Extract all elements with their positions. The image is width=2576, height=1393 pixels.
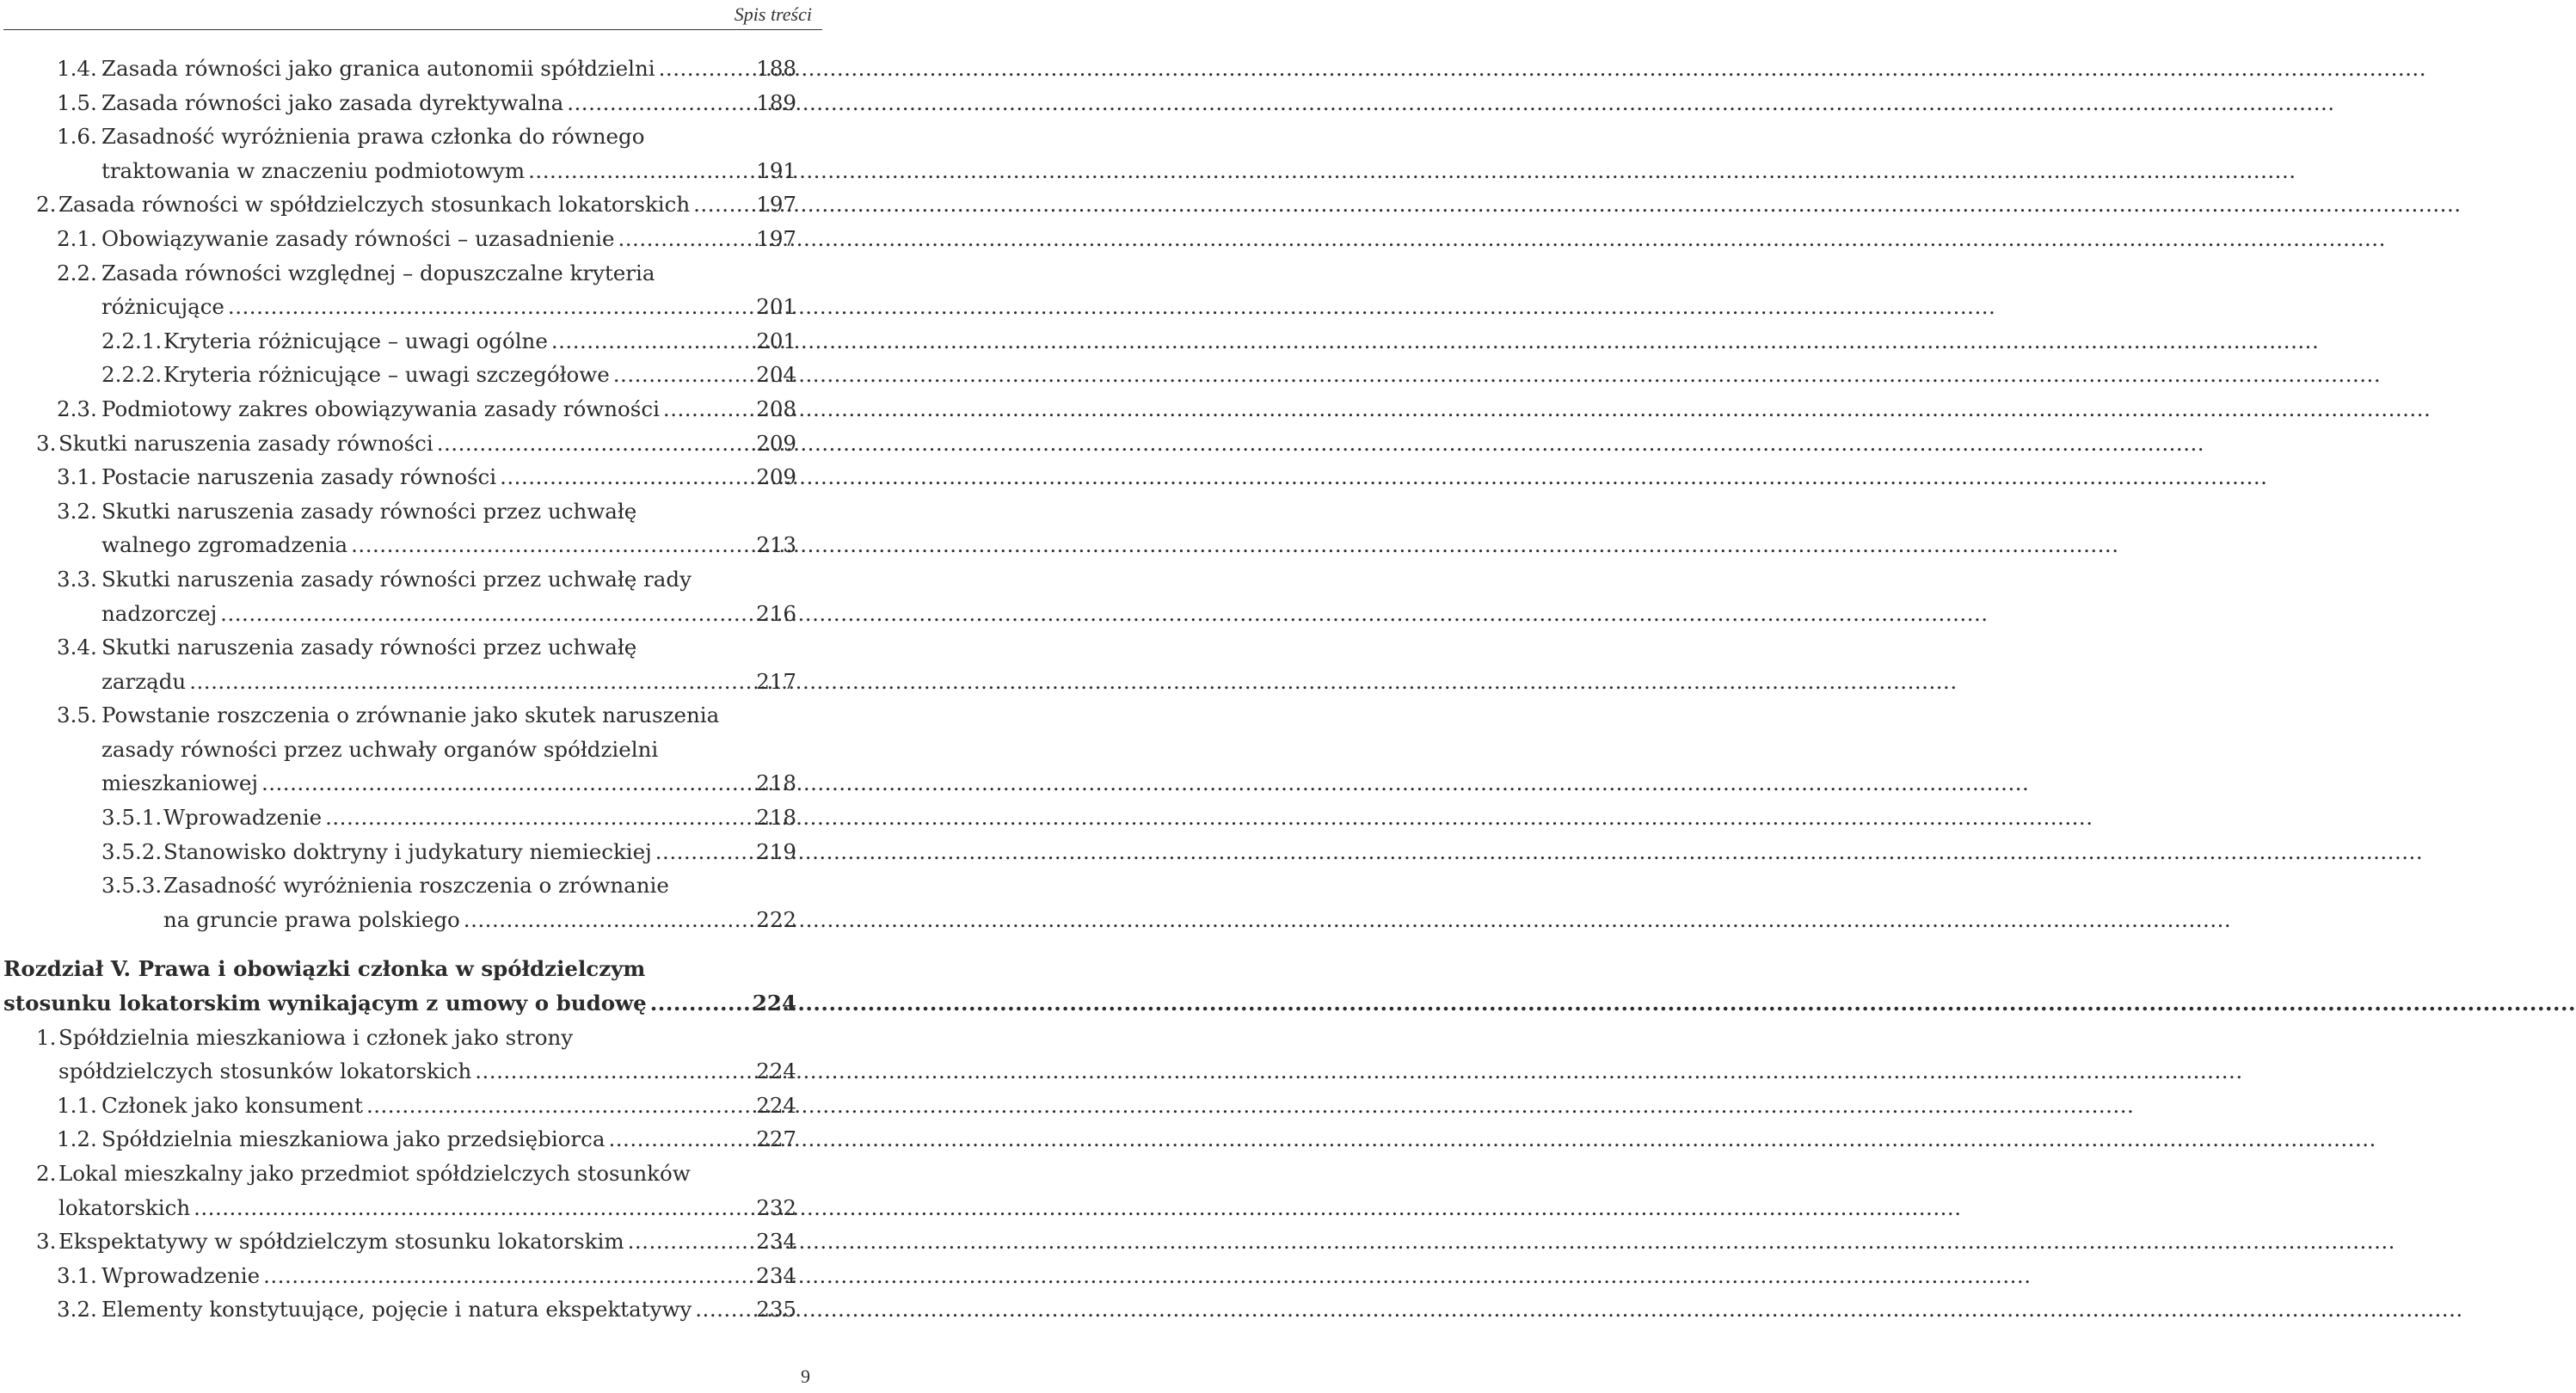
toc-page-number: 224 <box>756 1092 796 1118</box>
dot-leader <box>189 665 753 699</box>
toc-entry-title: Zasada równości jako zasada dyrektywalna <box>101 89 564 115</box>
toc-page-number: 216 <box>756 600 796 626</box>
toc-page-number: 234 <box>756 1229 796 1255</box>
toc-entry-title: stosunku lokatorskim wynikającym z umowy o budowę <box>3 991 647 1016</box>
toc-page-number: 189 <box>756 89 796 115</box>
toc-entry-number: 2.1. <box>57 225 97 251</box>
dot-leader <box>695 1292 753 1327</box>
toc-entry[interactable] <box>0 222 826 256</box>
dot-leader <box>366 1089 753 1123</box>
toc-entry-number: 3.4. <box>57 635 97 660</box>
toc-entry-number: 3.5.2. <box>101 838 163 864</box>
toc-entry[interactable] <box>0 903 826 937</box>
dot-leader <box>551 324 753 359</box>
toc-entry[interactable] <box>0 324 826 359</box>
toc-entry[interactable] <box>0 1122 826 1157</box>
toc-entry[interactable] <box>0 187 826 222</box>
toc-page-number: 197 <box>756 225 796 251</box>
toc-entry[interactable] <box>0 86 826 120</box>
toc-entry-number: 2.2.1. <box>101 328 163 353</box>
toc-page-number: 204 <box>756 362 796 388</box>
toc-entry-number: 3.1. <box>57 1262 97 1288</box>
toc-page-number: 218 <box>756 770 796 796</box>
toc-entry[interactable] <box>0 597 826 631</box>
toc-entry[interactable] <box>0 801 826 835</box>
table-of-contents <box>0 52 826 1327</box>
toc-entry-title: Wprowadzenie <box>163 805 323 831</box>
toc-entry[interactable] <box>0 766 826 801</box>
toc-page-number: 201 <box>756 328 796 353</box>
toc-entry-title: zarządu <box>101 668 187 694</box>
toc-entry-number: 1.5. <box>57 89 97 115</box>
toc-entry-title: Elementy konstytuujące, pojęcie i natura ekspektatywy <box>101 1297 692 1322</box>
toc-page-number: 235 <box>756 1297 796 1322</box>
toc-entry[interactable] <box>0 952 826 986</box>
toc-entry-number: 3.2. <box>57 498 97 524</box>
toc-page-number: 234 <box>756 1262 796 1288</box>
toc-page-number: 213 <box>756 532 796 558</box>
toc-page-number: 224 <box>756 1059 796 1084</box>
toc-entry[interactable] <box>0 1021 826 1055</box>
toc-entry-title: Podmiotowy zakres obowiązywania zasady równości <box>101 396 660 421</box>
toc-page-number: 227 <box>756 1126 796 1152</box>
toc-entry-number: 3.2. <box>57 1297 97 1322</box>
toc-entry[interactable] <box>0 1191 826 1225</box>
toc-entry-title: nadzorczej <box>101 600 218 626</box>
toc-entry-title: Spółdzielnia mieszkaniowa jako przedsiębiorca <box>101 1126 606 1152</box>
header-rule <box>3 29 822 30</box>
toc-entry-title: zasady równości przez uchwały organów spółdzielni <box>101 736 659 762</box>
section-gap <box>0 936 826 952</box>
dot-leader <box>613 358 753 392</box>
toc-entry-title: walnego zgromadzenia <box>101 532 348 558</box>
toc-entry-title: Skutki naruszenia zasady równości przez uchwałę rady <box>101 566 692 592</box>
toc-entry-number: 1.4. <box>57 56 97 81</box>
toc-entry-number: 3.3. <box>57 566 97 592</box>
dot-leader <box>655 835 753 869</box>
toc-entry[interactable] <box>0 868 826 903</box>
toc-entry-number: 3.1. <box>57 464 97 490</box>
toc-entry[interactable] <box>0 460 826 494</box>
toc-entry[interactable] <box>0 392 826 426</box>
toc-page-number: 191 <box>756 157 796 183</box>
dot-leader <box>194 1191 753 1225</box>
toc-entry[interactable] <box>0 1054 826 1089</box>
toc-entry-title: Obowiązywanie zasady równości – uzasadnienie <box>101 225 615 251</box>
toc-page-number: 222 <box>756 906 796 932</box>
dot-leader <box>437 426 754 461</box>
toc-entry[interactable] <box>0 154 826 188</box>
toc-entry-title: lokatorskich <box>58 1194 191 1220</box>
dot-leader <box>475 1054 753 1089</box>
toc-entry-number: 2. <box>36 1161 57 1186</box>
toc-entry-title: Powstanie roszczenia o zrównanie jako skutek naruszenia <box>101 703 720 728</box>
toc-entry[interactable] <box>0 733 826 767</box>
dot-leader <box>618 222 753 256</box>
toc-entry-number: 3.5.3. <box>101 873 163 899</box>
toc-page-number: 197 <box>756 192 796 218</box>
toc-entry-title: Kryteria różnicujące – uwagi szczegółowe <box>163 362 610 388</box>
toc-entry-title: Członek jako konsument <box>101 1092 363 1118</box>
dot-leader <box>659 52 754 86</box>
toc-entry-title: Zasadność wyróżnienia prawa członka do równego <box>101 124 645 150</box>
toc-entry-title: Skutki naruszenia zasady równości przez uchwałę <box>101 635 637 660</box>
dot-leader <box>693 187 753 222</box>
toc-page-number: 201 <box>756 294 796 320</box>
toc-entry[interactable] <box>0 986 826 1021</box>
toc-entry-title: Wprowadzenie <box>101 1262 261 1288</box>
toc-entry-title: spółdzielczych stosunków lokatorskich <box>58 1059 472 1084</box>
toc-entry-title: na gruncie prawa polskiego <box>163 906 460 932</box>
toc-entry[interactable] <box>0 835 826 869</box>
toc-page-number: 219 <box>756 838 796 864</box>
toc-entry-title: Skutki naruszenia zasady równości <box>58 430 433 456</box>
running-header: Spis treści <box>734 3 812 25</box>
toc-entry-number: 3. <box>36 430 57 456</box>
dot-leader <box>351 528 753 562</box>
toc-entry-number: 2.3. <box>57 396 97 421</box>
dot-leader <box>261 766 753 801</box>
dot-leader <box>608 1122 753 1157</box>
toc-entry-number: 3.5. <box>57 703 97 728</box>
dot-leader <box>228 290 753 324</box>
toc-entry-title: Kryteria różnicujące – uwagi ogólne <box>163 328 548 353</box>
toc-entry[interactable] <box>0 120 826 154</box>
toc-entry[interactable] <box>0 562 826 597</box>
toc-entry-number: 2.2.2. <box>101 362 163 388</box>
dot-leader <box>650 986 750 1021</box>
toc-entry-number: 1.1. <box>57 1092 97 1118</box>
toc-page-number: 232 <box>756 1194 796 1220</box>
dot-leader <box>464 903 753 937</box>
toc-entry[interactable] <box>0 256 826 291</box>
toc-entry-number: 1.6. <box>57 124 97 150</box>
toc-entry[interactable] <box>0 290 826 324</box>
toc-entry-number: 2. <box>36 192 57 218</box>
toc-entry-title: Skutki naruszenia zasady równości przez uchwałę <box>101 498 637 524</box>
toc-entry[interactable] <box>0 665 826 699</box>
toc-entry-number: 1.2. <box>57 1126 97 1152</box>
toc-entry[interactable] <box>0 698 826 733</box>
toc-page-number: 188 <box>756 56 796 81</box>
dot-leader <box>325 801 753 835</box>
toc-entry-title: Spółdzielnia mieszkaniowa i członek jako strony <box>58 1024 574 1050</box>
toc-entry[interactable] <box>0 1224 826 1259</box>
toc-entry-title: Zasadność wyróżnienia roszczenia o zrównanie <box>163 873 669 899</box>
toc-entry-title: Zasada równości jako granica autonomii spółdzielni <box>101 56 655 81</box>
toc-entry-title: Zasada równości względnej – dopuszczalne kryteria <box>101 260 655 285</box>
toc-entry[interactable] <box>0 1259 826 1293</box>
dot-leader <box>628 1224 754 1259</box>
dot-leader <box>528 154 753 188</box>
toc-entry-title: Postacie naruszenia zasady równości <box>101 464 497 490</box>
toc-page-number: 209 <box>756 430 796 456</box>
toc-page-number: 218 <box>756 805 796 831</box>
toc-page-number: 217 <box>756 668 796 694</box>
toc-entry[interactable] <box>0 1089 826 1123</box>
toc-entry-number: 3.5.1. <box>101 805 163 831</box>
dot-leader <box>220 597 753 631</box>
toc-page-number: 209 <box>756 464 796 490</box>
toc-entry-title: Lokal mieszkalny jako przedmiot spółdzielczych stosunków <box>58 1161 691 1186</box>
toc-entry[interactable] <box>0 1157 826 1191</box>
dot-leader <box>263 1259 753 1293</box>
toc-entry[interactable] <box>0 494 826 529</box>
dot-leader <box>567 86 753 120</box>
toc-entry-title: Stanowisko doktryny i judykatury niemieckiej <box>163 838 652 864</box>
toc-page-number: 208 <box>756 396 796 421</box>
toc-entry[interactable] <box>0 528 826 562</box>
toc-entry-title: traktowania w znaczeniu podmiotowym <box>101 157 526 183</box>
toc-entry[interactable] <box>0 630 826 665</box>
toc-entry-number: 3. <box>36 1229 57 1255</box>
toc-entry-title: mieszkaniowej <box>101 770 258 796</box>
toc-entry-number: 1. <box>36 1024 57 1050</box>
toc-entry[interactable] <box>0 1292 826 1327</box>
toc-entry-title: Ekspektatywy w spółdzielczym stosunku lokatorskim <box>58 1229 624 1255</box>
toc-entry[interactable] <box>0 52 826 86</box>
page-number: 9 <box>801 1365 810 1387</box>
dot-leader <box>500 460 753 494</box>
toc-entry-number: 2.2. <box>57 260 97 285</box>
dot-leader <box>663 392 753 426</box>
toc-entry[interactable] <box>0 358 826 392</box>
toc-entry-title: Zasada równości w spółdzielczych stosunkach lokatorskich <box>58 192 691 218</box>
toc-entry-title: różnicujące <box>101 294 224 320</box>
toc-page-number: 224 <box>752 991 796 1016</box>
toc-entry[interactable] <box>0 426 826 461</box>
toc-entry-title: Rozdział V. Prawa i obowiązki członka w spółdzielczym <box>3 956 646 982</box>
